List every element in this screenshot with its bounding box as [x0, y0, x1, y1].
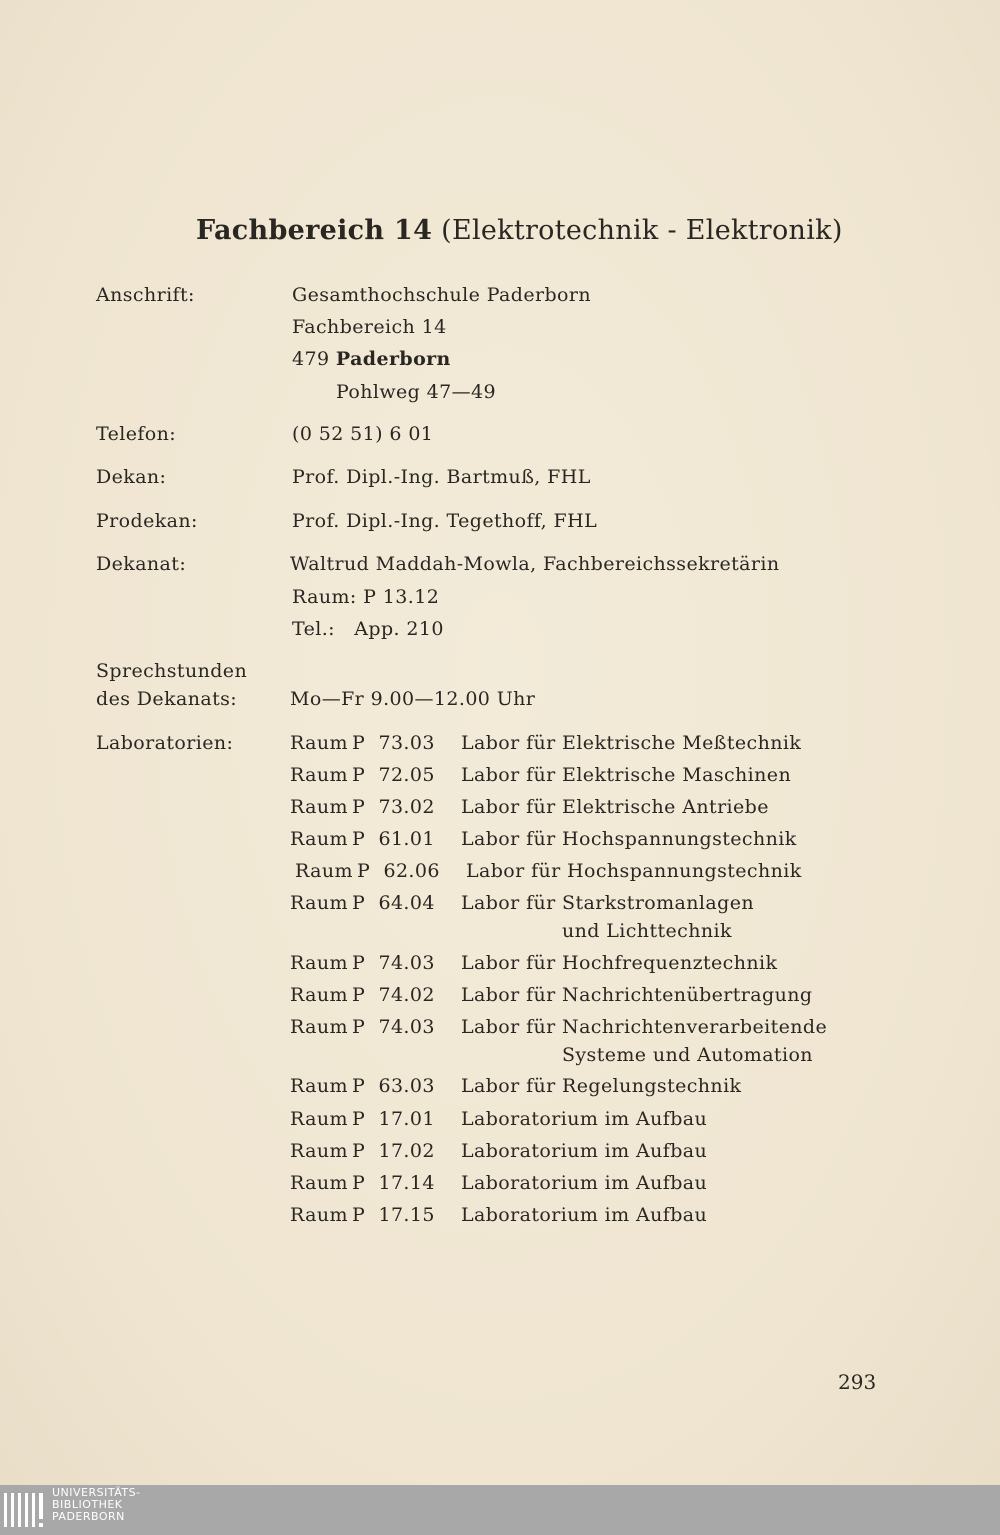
lab-name: Labor für Starkstromanlagen	[461, 892, 754, 914]
lab-room: Raum P 73.03	[290, 732, 435, 754]
dekan-value: Prof. Dipl.-Ing. Bartmuß, FHL	[292, 466, 591, 488]
address-street: Pohlweg 47—49	[336, 381, 497, 403]
logo-line2: BIBLIOTHEK	[52, 1498, 123, 1511]
lab-room: Raum P 61.01	[290, 828, 435, 850]
lab-name: Laboratorium im Aufbau	[461, 1108, 708, 1130]
lab-name: Labor für Hochspannungstechnik	[466, 860, 802, 882]
lab-name: Labor für Nachrichtenverarbeitende	[461, 1016, 828, 1038]
dekan-label: Dekan:	[96, 466, 167, 488]
address-city: Paderborn	[335, 348, 451, 370]
lab-name: Laboratorium im Aufbau	[461, 1172, 708, 1194]
lab-room: Raum P 74.02	[290, 984, 435, 1006]
dekanat-tel	[292, 618, 444, 640]
prodekan-value: Prof. Dipl.-Ing. Tegethoff, FHL	[292, 510, 598, 532]
lab-room: Raum P 17.02	[290, 1140, 435, 1162]
title-bold: Fachbereich 14	[196, 215, 433, 246]
address-city-line	[292, 348, 451, 370]
laboratorien-label: Laboratorien:	[96, 732, 234, 754]
lab-name: Labor für Elektrische Maschinen	[461, 764, 792, 786]
dekanat-tel-label: Tel.:	[292, 618, 335, 640]
lab-name: Labor für Elektrische Meßtechnik	[461, 732, 802, 754]
library-logo-icon	[2, 1489, 46, 1531]
lab-room: Raum P 17.15	[290, 1204, 435, 1226]
lab-name: Laboratorium im Aufbau	[461, 1140, 708, 1162]
address-line2: Fachbereich 14	[292, 316, 447, 338]
telefon-value: (0 52 51) 6 01	[292, 423, 434, 445]
address-zip: 479	[292, 348, 330, 370]
library-logo-text[interactable]	[52, 1487, 141, 1523]
lab-name: Labor für Hochfrequenztechnik	[461, 952, 778, 974]
footer-bar	[0, 1485, 1000, 1535]
logo-line3: PADERBORN	[52, 1510, 125, 1523]
prodekan-label: Prodekan:	[96, 510, 198, 532]
sprechstunden-value: Mo—Fr 9.00—12.00 Uhr	[290, 688, 536, 710]
lab-name-continued: Systeme und Automation	[562, 1044, 813, 1066]
lab-room: Raum P 73.02	[290, 796, 435, 818]
logo-line1: UNIVERSITÄTS-	[52, 1486, 141, 1499]
dekanat-label: Dekanat:	[96, 553, 187, 575]
lab-name: Laboratorium im Aufbau	[461, 1204, 708, 1226]
lab-room: Raum P 74.03	[290, 1016, 435, 1038]
sprechstunden-label-line1: Sprechstunden	[96, 660, 248, 682]
lab-room: Raum P 63.03	[290, 1075, 435, 1097]
lab-room: Raum P 17.14	[290, 1172, 435, 1194]
lab-room: Raum P 64.04	[290, 892, 435, 914]
dekanat-name: Waltrud Maddah-Mowla, Fachbereichssekretärin	[290, 553, 780, 575]
address-line1: Gesamthochschule Paderborn	[292, 284, 591, 306]
sprechstunden-label-line2: des Dekanats:	[96, 688, 238, 710]
lab-name: Labor für Regelungstechnik	[461, 1075, 742, 1097]
lab-name: Labor für Elektrische Antriebe	[461, 796, 769, 818]
lab-room: Raum P 17.01	[290, 1108, 435, 1130]
anschrift-label: Anschrift:	[96, 284, 195, 306]
page-number: 293	[838, 1370, 877, 1394]
lab-room: Raum P 62.06	[295, 860, 440, 882]
dekanat-raum: Raum: P 13.12	[292, 586, 440, 608]
title-subtitle: (Elektrotechnik - Elektronik)	[441, 215, 843, 246]
telefon-label: Telefon:	[96, 423, 177, 445]
lab-room: Raum P 74.03	[290, 952, 435, 974]
lab-name: Labor für Nachrichtenübertragung	[461, 984, 813, 1006]
lab-name-continued: und Lichttechnik	[562, 920, 732, 942]
lab-room: Raum P 72.05	[290, 764, 435, 786]
dekanat-tel-value: App. 210	[354, 618, 444, 640]
lab-name: Labor für Hochspannungstechnik	[461, 828, 797, 850]
page-title	[196, 215, 843, 246]
